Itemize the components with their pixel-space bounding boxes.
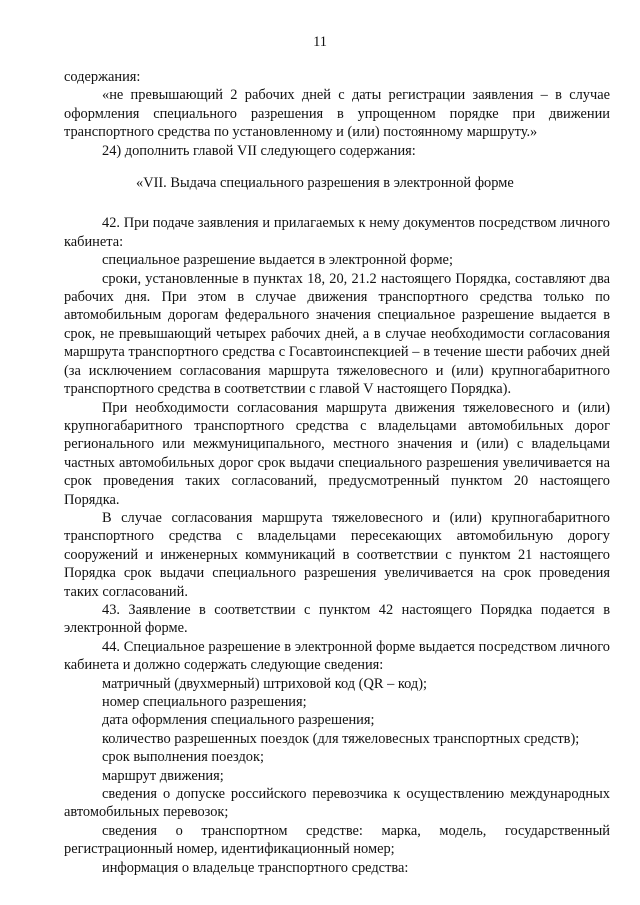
list-item-qr-code: матричный (двухмерный) штриховой код (QR – код); [102,675,428,692]
paragraph-intro: содержания: [64,69,141,85]
paragraph-42-structures: В случае согласования маршрута тяжеловесного и (или) крупногабаритного транспортного средства с владельцами пересекающих автомобильную дорогу сооружений и инженерных коммуникаций в соответствии с пунктом 21 настоящего Порядка срок выдачи специального разрешения увеличивается на срок проведения таких согласований. [64,509,610,600]
paragraph-42: 42. При подаче заявления и прилагаемых к нему документов посредством личного кабинета: [64,215,610,250]
paragraph-42-terms: сроки, установленные в пунктах 18, 20, 21.2 настоящего Порядка, составляют два рабочих дня. При этом в случае движения транспортного средства только по автомобильным дорогам федерального значения специальное разрешение выдается в срок, не превышающий четырех рабочих дней, а в случае необходимости согласования маршрута транспортного средства с Госавтоинспекцией – в течение шести рабочих дней (за исключением согласования маршрута тяжеловесного и (или) крупногабаритного транспортного средства в соответствии с главой V настоящего Порядка). [64,270,610,398]
document-body [64,68,610,877]
paragraph-42-regional: При необходимости согласования маршрута движения тяжеловесного и (или) крупногабаритного транспортного средства с владельцами автомобильных дорог регионального или межмуниципального, местного значения и (или) с владельцами частных автомобильных дорог срок выдачи специального разрешения увеличивается на срок проведения таких согласований, предусмотренный пунктом 20 настоящего Порядка. [64,399,610,508]
page-number: 11 [313,34,327,50]
list-item-permit-number: номер специального разрешения; [102,694,307,710]
list-item-issue-date: дата оформления специального разрешения; [102,712,375,729]
list-item-carrier-admission: сведения о допуске российского перевозчика к осуществлению международных автомобильных перевозок; [64,786,610,821]
paragraph-item-24: 24) дополнить главой VII следующего содержания: [102,142,416,159]
paragraph-43: 43. Заявление в соответствии с пунктом 42 настоящего Порядка подается в электронной форме. [64,601,610,637]
list-item-vehicle-info: сведения о транспортном средстве: марка, модель, государственный регистрационный номер, идентификационный номер; [64,822,610,858]
paragraph-44: 44. Специальное разрешение в электронной форме выдается посредством личного кабинета и должно содержать следующие сведения: [64,638,610,674]
paragraph-quote-deadline: «не превышающий 2 рабочих дней с даты регистрации заявления – в случае оформления специального разрешения в упрощенном порядке при движении транспортного средства по установленному и (или) постоянному маршруту.» [64,87,610,141]
list-item-route: маршрут движения; [102,767,224,784]
paragraph-42-electronic: специальное разрешение выдается в электронной форме; [102,252,453,269]
list-item-trip-count: количество разрешенных поездок (для тяжеловесных транспортных средств); [102,730,580,747]
chapter-heading: «VII. Выдача специального разрешения в электронной форме [136,175,514,192]
list-item-trip-period: срок выполнения поездок; [102,749,264,766]
list-item-owner-info: информация о владельце транспортного средства: [102,859,409,876]
